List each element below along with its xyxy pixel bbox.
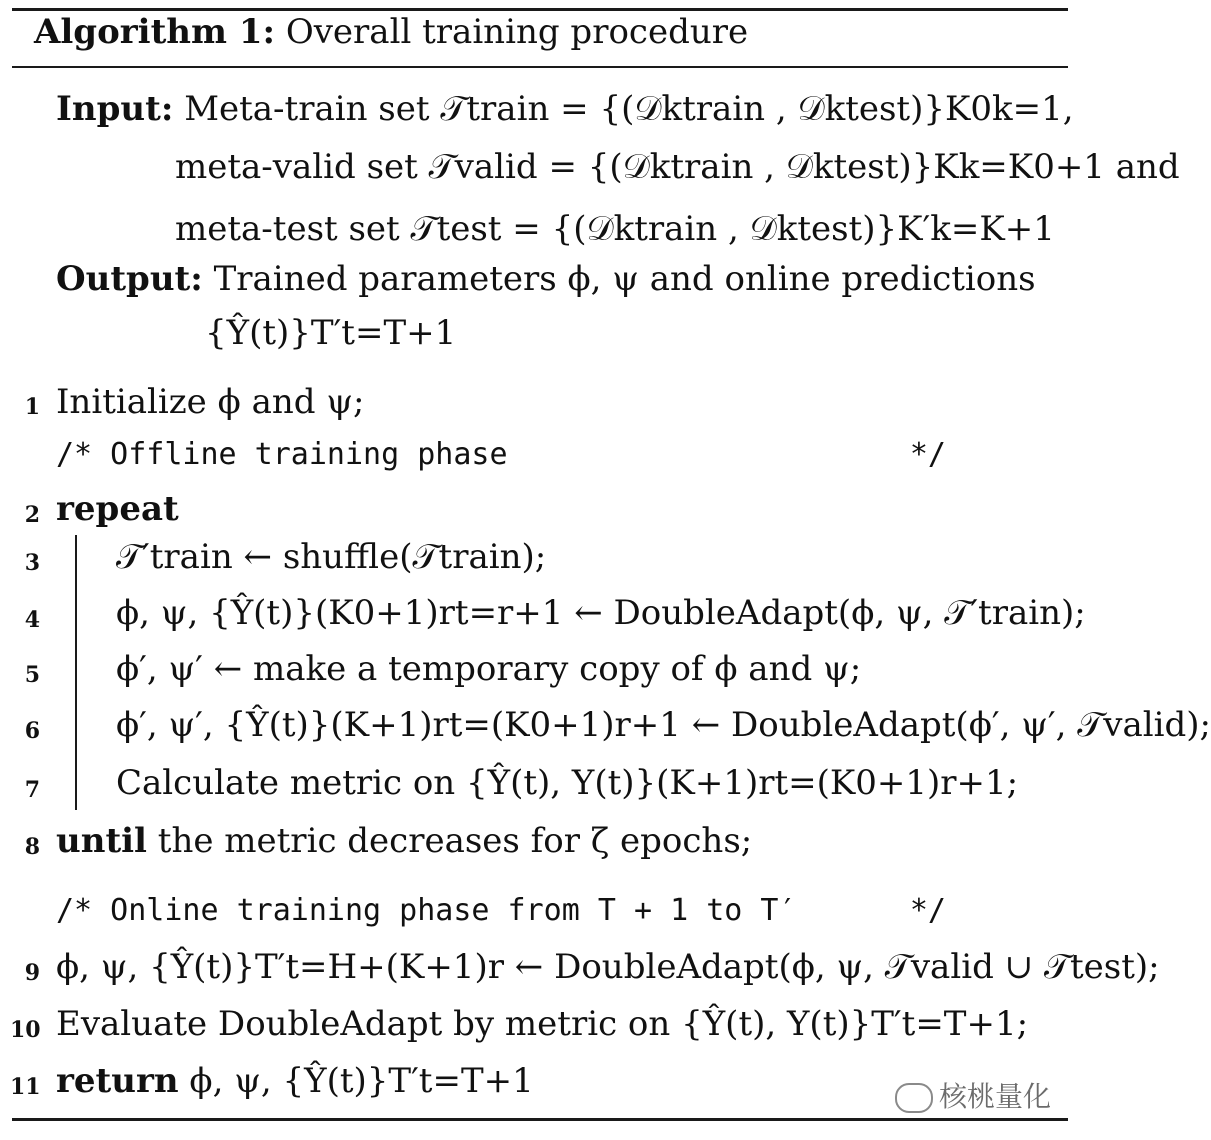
step-6 bbox=[116, 705, 1211, 745]
line-number-6: 6 bbox=[24, 718, 40, 744]
step-6-text: ϕ′, ψ′, {Ŷ(t)}(K+1)rt=(K0+1)r+1 ← DoubleAdapt(ϕ′, ψ′, 𝒯valid); bbox=[116, 705, 1211, 745]
watermark bbox=[895, 1075, 1051, 1115]
line-number-1: 1 bbox=[24, 394, 40, 420]
step-1 bbox=[56, 382, 365, 422]
return-keyword: return bbox=[56, 1061, 179, 1101]
comment-offline-end: */ bbox=[909, 437, 946, 472]
step-8-text: the metric decreases for ζ epochs; bbox=[157, 821, 753, 861]
repeat-keyword: repeat bbox=[56, 489, 179, 529]
input-keyword: Input: bbox=[56, 89, 174, 129]
algorithm-name: Overall training procedure bbox=[285, 12, 749, 52]
comment-offline bbox=[56, 437, 1016, 472]
output-line-1 bbox=[56, 259, 1036, 299]
until-keyword: until bbox=[56, 821, 147, 861]
input-text-1: Meta-train set 𝒯train = {(𝒟ktrain , 𝒟ktest)}K0k=1, bbox=[184, 89, 1074, 129]
step-11-text: ϕ, ψ, {Ŷ(t)}T′t=T+1 bbox=[189, 1061, 534, 1101]
line-number-3: 3 bbox=[24, 550, 40, 576]
line-number-9: 9 bbox=[24, 960, 40, 986]
input-line-2 bbox=[175, 147, 1180, 187]
step-3-text: 𝒯′train ← shuffle(𝒯train); bbox=[116, 537, 547, 577]
step-8 bbox=[56, 821, 753, 861]
line-number-10: 10 bbox=[10, 1017, 41, 1043]
comment-online-end: */ bbox=[909, 893, 946, 928]
comment-online-text: /* Online training phase from T + 1 to T′ bbox=[56, 893, 797, 928]
input-text-3: meta-test set 𝒯test = {(𝒟ktrain , 𝒟ktest)}K′k=K+1 bbox=[175, 209, 1055, 249]
output-text-2: {Ŷ(t)}T′t=T+1 bbox=[205, 313, 457, 353]
line-number-4: 4 bbox=[24, 607, 40, 633]
comment-offline-text: /* Offline training phase bbox=[56, 437, 508, 472]
step-9-text: ϕ, ψ, {Ŷ(t)}T′t=H+(K+1)r ← DoubleAdapt(ϕ, ψ, 𝒯valid ∪ 𝒯test); bbox=[56, 947, 1160, 987]
step-9 bbox=[56, 947, 1160, 987]
step-10-text: Evaluate DoubleAdapt by metric on {Ŷ(t), Y(t)}T′t=T+1; bbox=[56, 1004, 1029, 1044]
step-1-text: Initialize ϕ and ψ; bbox=[56, 382, 365, 422]
input-line-3 bbox=[175, 209, 1055, 249]
top-rule bbox=[12, 8, 1068, 11]
step-7-text: Calculate metric on {Ŷ(t), Y(t)}(K+1)rt=(K0+1)r+1; bbox=[116, 763, 1019, 803]
output-line-2 bbox=[205, 313, 457, 353]
step-10 bbox=[56, 1004, 1029, 1044]
input-line-1 bbox=[56, 89, 1074, 129]
watermark-text: 核桃量化 bbox=[939, 1080, 1052, 1113]
step-3 bbox=[116, 537, 547, 577]
wechat-icon bbox=[895, 1083, 933, 1113]
repeat-block-bar bbox=[75, 535, 77, 810]
line-number-7: 7 bbox=[24, 777, 40, 803]
line-number-11: 11 bbox=[10, 1074, 41, 1100]
title-rule bbox=[12, 66, 1068, 68]
line-number-8: 8 bbox=[24, 834, 40, 860]
algorithm-title bbox=[34, 12, 748, 52]
step-2 bbox=[56, 489, 179, 529]
comment-online bbox=[56, 893, 1016, 928]
bottom-rule bbox=[12, 1118, 1068, 1121]
output-keyword: Output: bbox=[56, 259, 203, 299]
output-text-1: Trained parameters ϕ, ψ and online predictions bbox=[213, 259, 1036, 299]
algorithm-label: Algorithm 1: bbox=[34, 12, 276, 52]
step-4 bbox=[116, 593, 1086, 633]
step-5-text: ϕ′, ψ′ ← make a temporary copy of ϕ and ψ; bbox=[116, 649, 862, 689]
step-7 bbox=[116, 763, 1019, 803]
input-text-2: meta-valid set 𝒯valid = {(𝒟ktrain , 𝒟ktest)}Kk=K0+1 and bbox=[175, 147, 1180, 187]
step-4-text: ϕ, ψ, {Ŷ(t)}(K0+1)rt=r+1 ← DoubleAdapt(ϕ, ψ, 𝒯′train); bbox=[116, 593, 1086, 633]
line-number-2: 2 bbox=[24, 502, 40, 528]
step-11 bbox=[56, 1061, 534, 1101]
step-5 bbox=[116, 649, 862, 689]
line-number-5: 5 bbox=[24, 662, 40, 688]
